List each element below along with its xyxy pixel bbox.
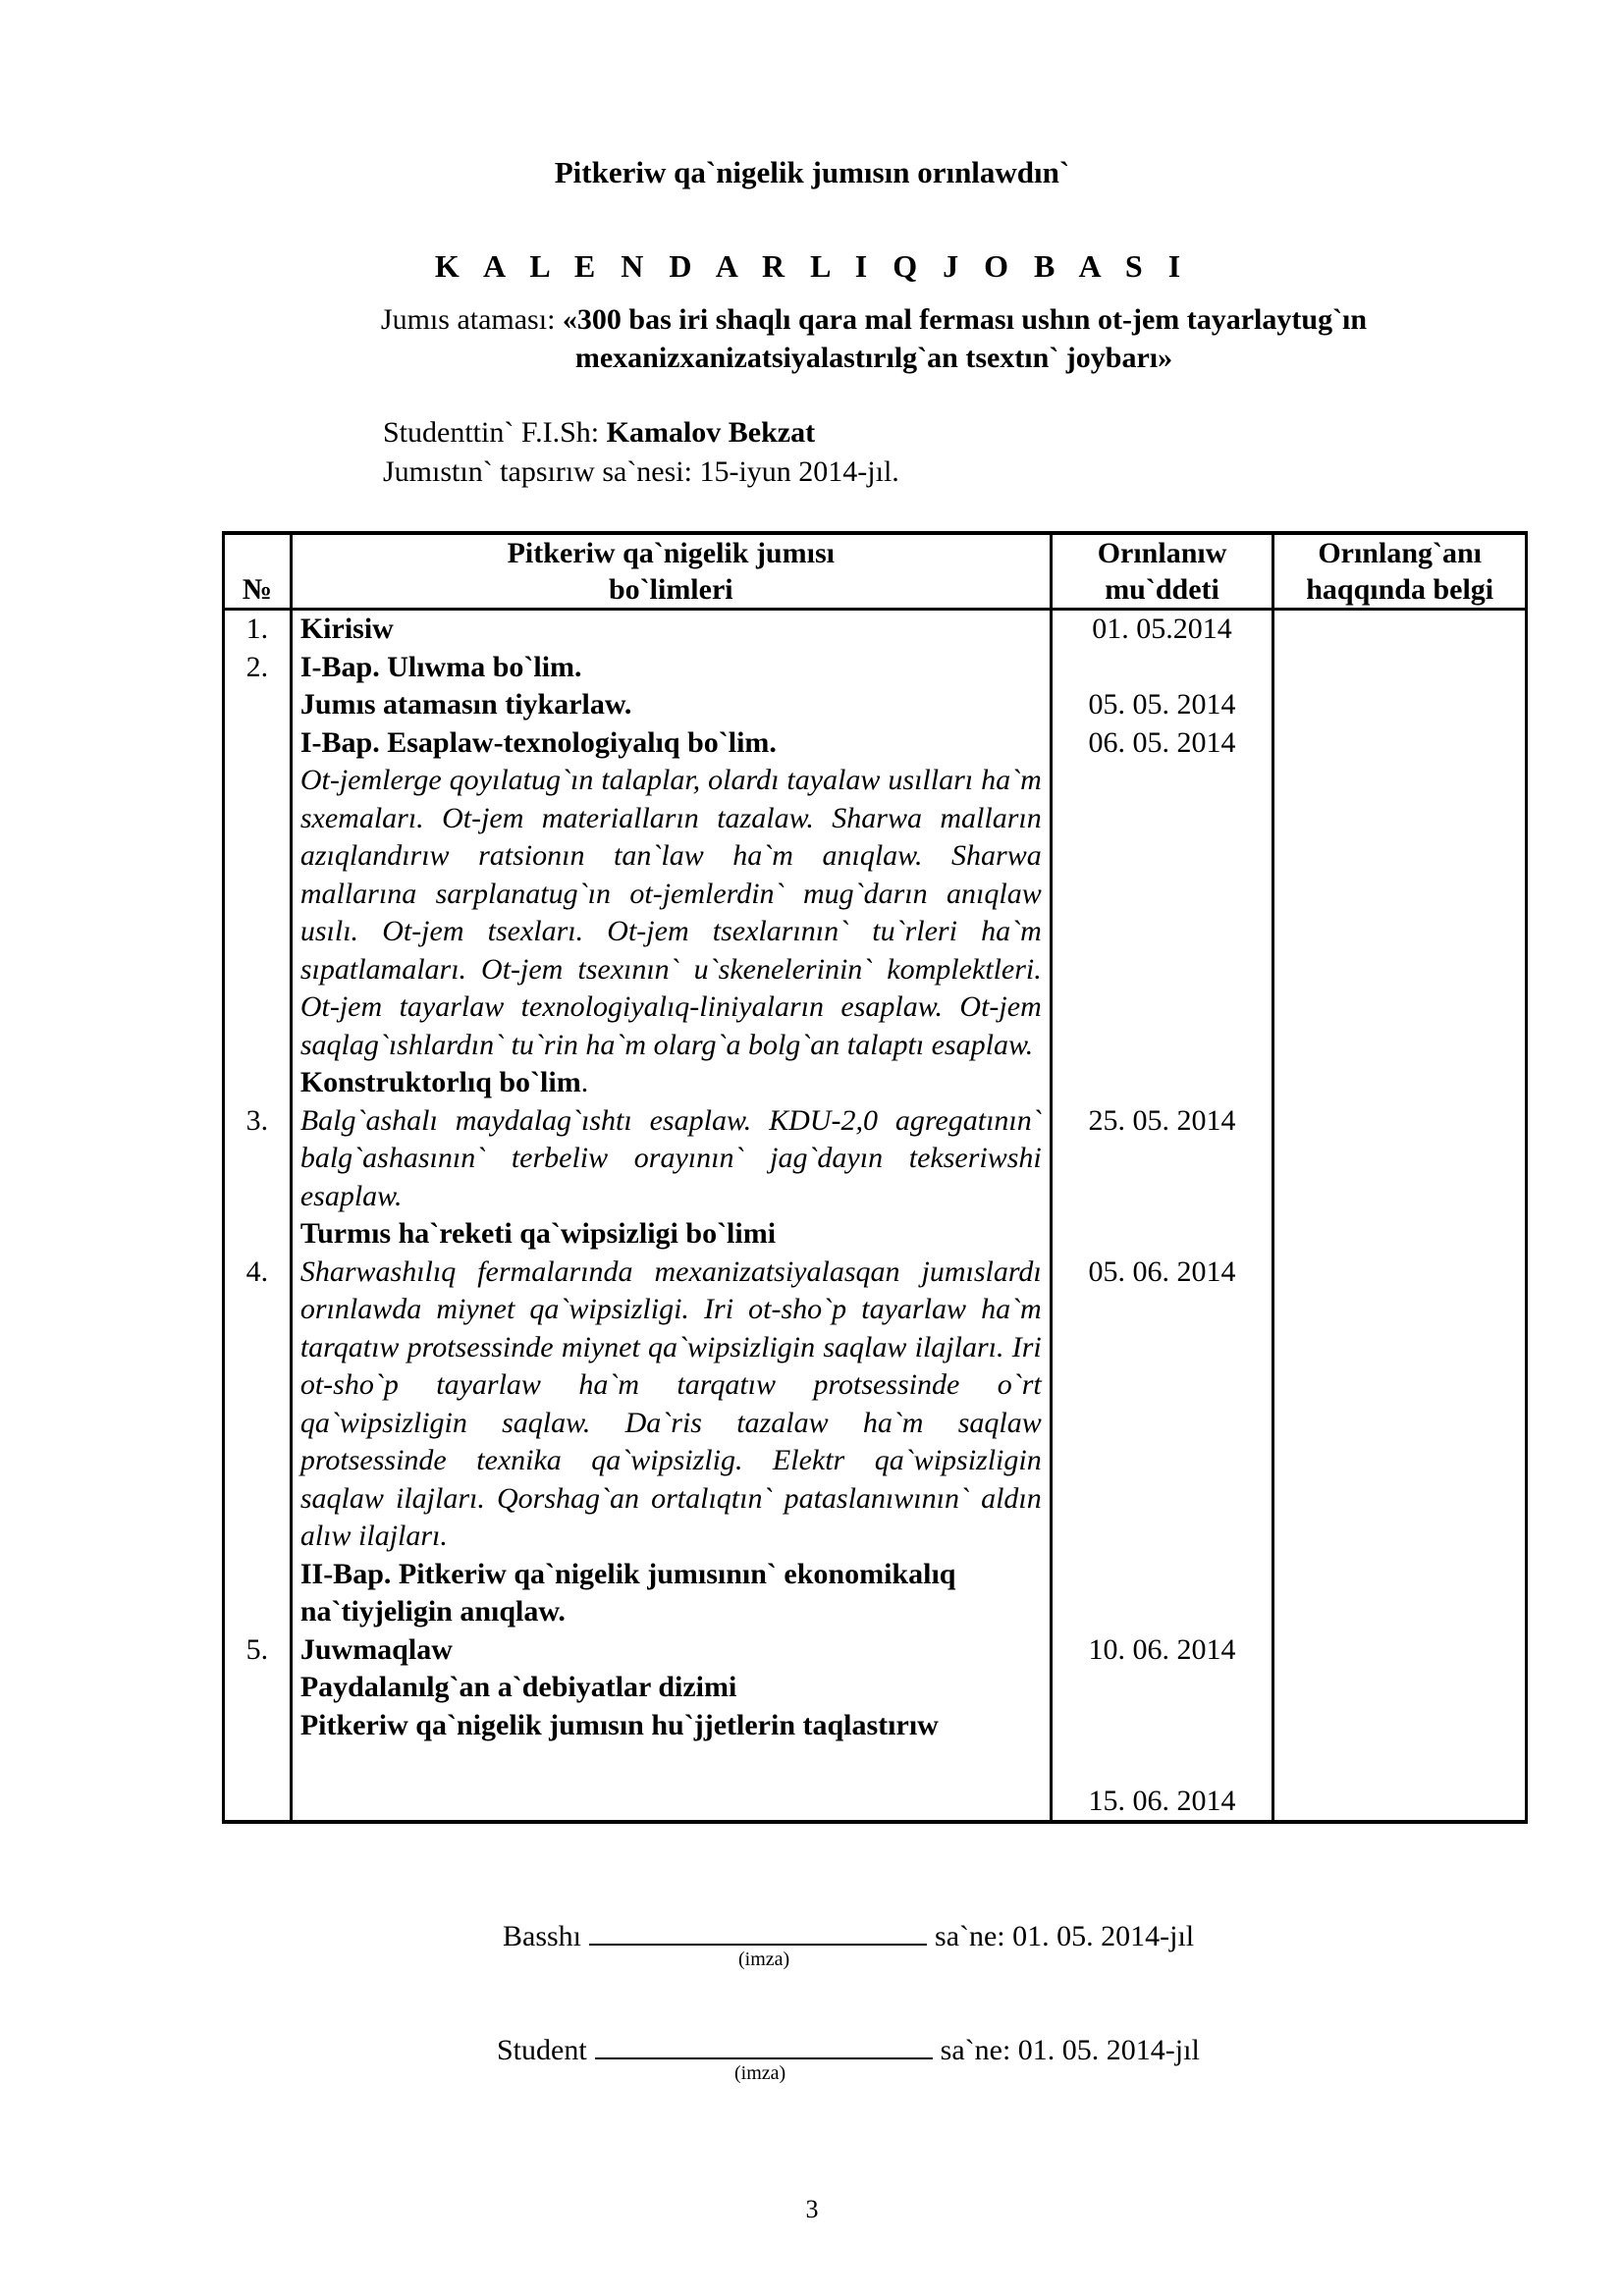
deadline-date: 05. 06. 2014 — [1088, 1255, 1236, 1288]
student-label: Student — [497, 2034, 587, 2066]
calendar-plan-table — [222, 531, 1528, 1824]
section-description: Balg`ashalı maydalag`ıshtı esaplaw. KDU-2,0 agregatının` balg`ashasının` terbeliw orayının` jag`dayın tekseriwshi esaplaw. — [299, 1103, 1042, 1212]
section-title: I-Bap. Esaplaw-texnologiyalıq bo`lim. — [299, 725, 777, 759]
deadline-date: 05. 05. 2014 — [1088, 688, 1236, 721]
table-body-row — [224, 610, 1527, 1823]
topic-label: Jumıs ataması: — [380, 303, 556, 336]
deadline-date: 01. 05.2014 — [1092, 613, 1232, 645]
section-title-line — [300, 1064, 1042, 1102]
section-title: Jumıs atamasın tiykarlaw. — [299, 688, 632, 721]
section-description: Ot-jemlerge qoyılatug`ın talaplar, olardı tayalaw usılları ha`m sxemaları. Ot-jem materialların tazalaw. Sharwa malların azıqlandırıw ratsionın tan`law ha`m anıqlaw. Sharwa mallarına sarplanatug`ın ot-jemlerdin` mug`darın anıqlaw usılı. Ot-jem tsexları. Ot-jem tsexlarının` tu`rleri ha`m sıpatlamaları. Ot-jem tsexının` u`skenelerinin` komplektleri. Ot-jem tayarlaw texnologiyalıq-liniyaların esaplaw. Ot-jem saqlag`ıshlardın` tu`rin ha`m olarg`a bolg`an talaptı esaplaw. — [299, 764, 1042, 1061]
deadline-date: 10. 06. 2014 — [1088, 1632, 1236, 1666]
signature-caption: (imza) — [734, 2062, 786, 2084]
row-number: 5. — [245, 1632, 269, 1666]
section-title: Pitkeriw qa`nigelik jumısın hu`jjetlerin taqlastırıw — [299, 1708, 939, 1741]
document-subtitle: Pitkeriw qa`nigelik jumısın orınlawdın` — [554, 155, 1070, 189]
section-title: Paydalanılg`an a`debiyatlar dizimi — [299, 1671, 737, 1703]
student-signature-line — [497, 2030, 1200, 2067]
number-column — [224, 610, 292, 1823]
student-name-value: Kamalov Bekzat — [606, 416, 816, 449]
deadline-date: 15. 06. 2014 — [1088, 1784, 1236, 1817]
page-number: 3 — [805, 2195, 819, 2223]
student-name-line — [383, 416, 815, 450]
row-number: 1. — [245, 613, 269, 645]
section-title: Kirisiw — [299, 613, 394, 645]
header-note-line2: haqqında belgi — [1306, 573, 1494, 606]
row-number: 2. — [245, 650, 269, 683]
deadline-column — [1051, 610, 1273, 1823]
student-name-label: Studenttin` F.I.Sh: — [383, 416, 600, 449]
header-deadline — [1051, 533, 1273, 610]
header-section — [291, 533, 1051, 610]
note-column — [1273, 610, 1527, 1823]
signature-caption: (imza) — [738, 1949, 790, 1970]
section-description: Sharwashılıq fermalarında mexanizatsiyalasqan jumıslardı orınlawda miynet qa`wipsizligi. Iri ot-sho`p tayarlaw ha`m tarqatıw protsessinde miynet qa`wipsizligin saqlaw ilajları. Iri ot-sho`p tayarlaw ha`m tarqatıw protsessinde o`rt qa`wipsizligin saqlaw. Da`ris tazalaw ha`m saqlaw protsessinde texnika qa`wipsizlig. Elektr qa`wipsizligin saqlaw ilajları. Qorshag`an ortalıqtın` pataslanıwının` aldın alıw ilajları. — [299, 1255, 1042, 1552]
row-number: 3. — [245, 1103, 269, 1137]
header-section-line1: Pitkeriw qa`nigelik jumısı — [507, 537, 835, 569]
student-date: sa`ne: 01. 05. 2014-jıl — [940, 2034, 1200, 2066]
topic-value: «300 bas iri shaqlı qara mal ferması ushın ot-jem tayarlaytug`ın mexanizxanizatsiyalastırılg`an tsextın` joybarı» — [562, 303, 1368, 374]
row-number: 4. — [245, 1255, 269, 1288]
header-number: № — [224, 533, 292, 610]
section-title-suffix: . — [580, 1066, 589, 1098]
header-deadline-line1: Orınlanıw — [1097, 537, 1227, 569]
table-header-row — [224, 533, 1527, 610]
supervisor-signature-line — [503, 1916, 1194, 1953]
section-column — [291, 610, 1051, 1823]
work-topic — [285, 300, 1463, 377]
header-note-line1: Orınlang`anı — [1318, 537, 1483, 569]
signature-blank — [595, 2030, 933, 2059]
section-title: Konstruktorlıq bo`lim — [299, 1066, 581, 1098]
submission-date-value: 15-iyun 2014-jıl. — [699, 455, 899, 488]
deadline-date: 25. 05. 2014 — [1088, 1103, 1236, 1137]
section-title: I-Bap. Ulıwma bo`lim. — [299, 650, 582, 683]
submission-date-label: Jumıstın` tapsırıw sa`nesi: — [383, 455, 692, 488]
header-section-line2: bo`limleri — [608, 573, 733, 606]
section-title: II-Bap. Pitkeriw qa`nigelik jumısının` ekonomikalıq na`tiyjeligin anıqlaw. — [299, 1557, 956, 1628]
header-note — [1273, 533, 1527, 610]
header-deadline-line2: mu`ddeti — [1105, 573, 1219, 606]
supervisor-label: Basshı — [503, 1920, 582, 1952]
submission-date-line — [383, 455, 899, 489]
section-title: Turmıs ha`reketi qa`wipsizligi bo`limi — [299, 1217, 777, 1250]
signature-blank — [589, 1916, 927, 1946]
document-title: K A L E N D A R L I Q J O B A S I — [434, 248, 1190, 284]
supervisor-date: sa`ne: 01. 05. 2014-jıl — [935, 1920, 1195, 1952]
deadline-date: 06. 05. 2014 — [1088, 725, 1236, 759]
section-title: Juwmaqlaw — [299, 1632, 453, 1666]
